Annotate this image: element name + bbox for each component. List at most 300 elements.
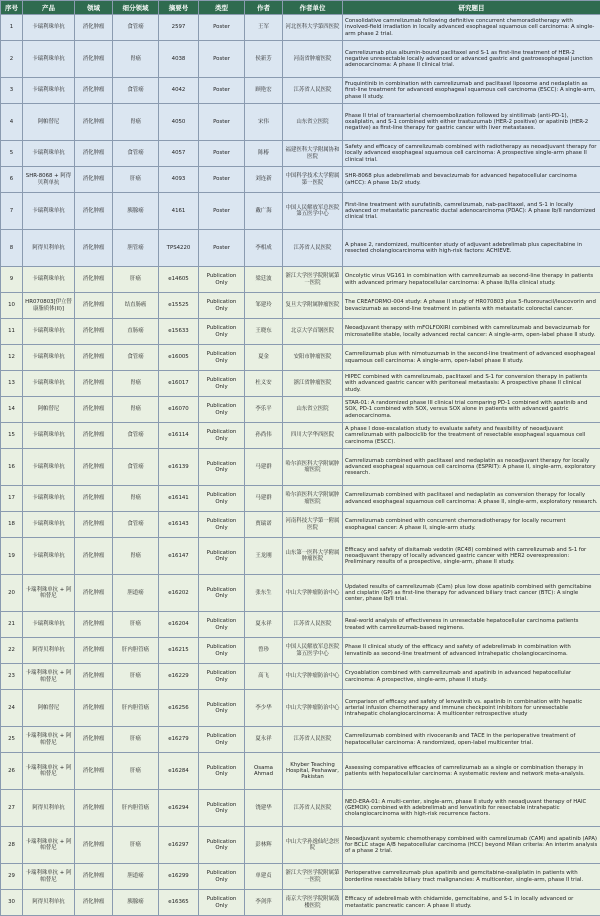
table-row xyxy=(1,790,600,827)
cell-type: Poster xyxy=(199,193,245,230)
cell-type: Poster xyxy=(199,41,245,78)
cell-no: 28 xyxy=(1,827,23,864)
cell-author: 顾艳宏 xyxy=(245,78,283,104)
cell-affiliation: 中国人民解放军总医院第五医学中心 xyxy=(283,193,343,230)
cell-abstract-no: e16147 xyxy=(159,538,199,575)
cell-no: 22 xyxy=(1,638,23,664)
cell-type: Publication Only xyxy=(199,753,245,790)
cell-product: 卡瑞利珠单抗 + 阿帕替尼 xyxy=(23,575,75,612)
header-affiliation: 作者单位 xyxy=(283,1,343,15)
cell-type: Publication Only xyxy=(199,727,245,753)
cell-no: 12 xyxy=(1,345,23,371)
cell-field: 消化肿瘤 xyxy=(75,167,113,193)
cell-subfield: 食管癌 xyxy=(113,512,159,538)
cell-no: 2 xyxy=(1,41,23,78)
cell-abstract-no: e16284 xyxy=(159,753,199,790)
cell-affiliation: 浙江大学医学院附属第一医院 xyxy=(283,864,343,890)
cell-no: 20 xyxy=(1,575,23,612)
cell-title: The CREAFORMO-004 study: A phase II study of HR070803 plus 5-fluorouracil/leucovorin and bevacizumab as second-line treatment in patients with metastatic colorectal cancer. xyxy=(343,293,600,319)
cell-product: 卡瑞利珠单抗 xyxy=(23,423,75,449)
cell-subfield: 胰腺癌 xyxy=(113,890,159,916)
cell-product: 卡瑞利珠单抗 + 阿帕替尼 xyxy=(23,864,75,890)
cell-affiliation: 江苏省人民医院 xyxy=(283,230,343,267)
cell-type: Poster xyxy=(199,15,245,41)
cell-title: STAR-01: A randomized phase III clinical trial comparing PD-1 combined with apatinib and SOX, PD-1 combined with SOX, versus SOX alone in patients with advanced gastric adenocarcinoma. xyxy=(343,397,600,423)
cell-abstract-no: e16297 xyxy=(159,827,199,864)
cell-abstract-no: e16365 xyxy=(159,890,199,916)
table-row xyxy=(1,230,600,267)
cell-title: A phase I dose-escalation study to evaluate safety and feasibility of neoadjuvant camrelizumab with palbociclib for the treatment of resectable esophageal squamous cell carcinoma (ESCC). xyxy=(343,423,600,449)
cell-type: Poster xyxy=(199,104,245,141)
cell-title: Oncolytic virus VG161 in combination with camrelizumab as second-line therapy in patients with advanced primary hepatocellular carcinoma: A phase Ib/IIa clinical study. xyxy=(343,267,600,293)
cell-affiliation: 哈尔滨医科大学附属肿瘤医院 xyxy=(283,449,343,486)
table-row xyxy=(1,638,600,664)
cell-field: 消化肿瘤 xyxy=(75,575,113,612)
cell-no: 24 xyxy=(1,690,23,727)
cell-subfield: 结直肠癌 xyxy=(113,293,159,319)
cell-abstract-no: 4057 xyxy=(159,141,199,167)
cell-subfield: 胃癌 xyxy=(113,104,159,141)
cell-product: HR070803[伊立替康脂质体(II)] xyxy=(23,293,75,319)
header-field: 领域 xyxy=(75,1,113,15)
cell-author: 刘连新 xyxy=(245,167,283,193)
cell-abstract-no: 4093 xyxy=(159,167,199,193)
cell-product: 阿得贝利单抗 xyxy=(23,890,75,916)
cell-title: NEO-ERA-01: A multi-center, single-arm, phase II study with neoadjuvant therapy of HAIC (GEMOX) combined with adebrelimab and lenvatinib for resectable intrahepatic cholangiocarcinoma with high-risk recurrence factors. xyxy=(343,790,600,827)
cell-abstract-no: e16141 xyxy=(159,486,199,512)
cell-field: 消化肿瘤 xyxy=(75,864,113,890)
cell-type: Publication Only xyxy=(199,890,245,916)
cell-product: 卡瑞利珠单抗 + 阿帕替尼 xyxy=(23,827,75,864)
cell-type: Publication Only xyxy=(199,449,245,486)
header-product: 产品 xyxy=(23,1,75,15)
cell-author: 孙尚伟 xyxy=(245,423,283,449)
cell-no: 8 xyxy=(1,230,23,267)
table-row xyxy=(1,612,600,638)
cell-product: 卡瑞利珠单抗 xyxy=(23,267,75,293)
cell-subfield: 肝内胆管癌 xyxy=(113,690,159,727)
cell-subfield: 胃癌 xyxy=(113,397,159,423)
cell-type: Publication Only xyxy=(199,864,245,890)
cell-abstract-no: e16202 xyxy=(159,575,199,612)
cell-subfield: 直肠癌 xyxy=(113,319,159,345)
cell-no: 25 xyxy=(1,727,23,753)
cell-subfield: 食管癌 xyxy=(113,423,159,449)
cell-affiliation: 中国科学技术大学附属第一医院 xyxy=(283,167,343,193)
cell-type: Poster xyxy=(199,141,245,167)
cell-abstract-no: e16279 xyxy=(159,727,199,753)
header-subfield: 细分领域 xyxy=(113,1,159,15)
table-row xyxy=(1,575,600,612)
table-row xyxy=(1,15,600,41)
cell-affiliation: 山东省立医院 xyxy=(283,397,343,423)
cell-type: Poster xyxy=(199,78,245,104)
cell-field: 消化肿瘤 xyxy=(75,727,113,753)
table-row xyxy=(1,727,600,753)
cell-subfield: 肝癌 xyxy=(113,827,159,864)
cell-no: 13 xyxy=(1,371,23,397)
cell-affiliation: 浙江省肿瘤医院 xyxy=(283,371,343,397)
table-row xyxy=(1,41,600,78)
table-row xyxy=(1,449,600,486)
cell-author: 夏金 xyxy=(245,345,283,371)
header-author: 作者 xyxy=(245,1,283,15)
cell-abstract-no: e16114 xyxy=(159,423,199,449)
cell-product: 卡瑞利珠单抗 + 阿帕替尼 xyxy=(23,727,75,753)
cell-field: 消化肿瘤 xyxy=(75,345,113,371)
table-row xyxy=(1,753,600,790)
cell-subfield: 食管癌 xyxy=(113,345,159,371)
cell-type: Publication Only xyxy=(199,345,245,371)
cell-subfield: 胆管癌 xyxy=(113,230,159,267)
cell-author: 曾珍 xyxy=(245,638,283,664)
cell-product: 卡瑞利珠单抗 xyxy=(23,345,75,371)
cell-no: 14 xyxy=(1,397,23,423)
cell-author: 王军 xyxy=(245,15,283,41)
cell-no: 30 xyxy=(1,890,23,916)
cell-type: Publication Only xyxy=(199,790,245,827)
cell-product: 卡瑞利珠单抗 xyxy=(23,538,75,575)
cell-author: 陈椿 xyxy=(245,141,283,167)
cell-field: 消化肿瘤 xyxy=(75,538,113,575)
cell-field: 消化肿瘤 xyxy=(75,15,113,41)
cell-abstract-no: 4042 xyxy=(159,78,199,104)
cell-title: Neoadjuvant therapy with mFOLFOXIRI combined with camrelizumab and bevacizumab for microsatellite stable, locally advanced rectal cancer: A single-arm, open-label phase II study. xyxy=(343,319,600,345)
cell-title: Efficacy and safety of disitamab vedotin (RC48) combined with camrelizumab and S-1 for neoadjuvant therapy of locally advanced gastric cancer with HER2 overexpression: Preliminary results of a prospective, single-arm, phase II study. xyxy=(343,538,600,575)
cell-author: 梁廷波 xyxy=(245,267,283,293)
cell-affiliation: Khyber Teaching Hospital, Peshawar, Pakistan xyxy=(283,753,343,790)
cell-field: 消化肿瘤 xyxy=(75,486,113,512)
cell-abstract-no: e16005 xyxy=(159,345,199,371)
cell-no: 11 xyxy=(1,319,23,345)
table-row xyxy=(1,141,600,167)
cell-subfield: 肝内胆管癌 xyxy=(113,790,159,827)
cell-no: 21 xyxy=(1,612,23,638)
cell-affiliation: 江苏省人民医院 xyxy=(283,727,343,753)
table-row xyxy=(1,371,600,397)
cell-title: Camrelizumab combined with paclitaxel and nedaplatin as conversion therapy for locally advanced esophageal squamous cell carcinoma: A phase II, single-arm, exploratory research. xyxy=(343,486,600,512)
cell-product: 卡瑞利珠单抗 xyxy=(23,78,75,104)
cell-field: 消化肿瘤 xyxy=(75,78,113,104)
cell-subfield: 胆道癌 xyxy=(113,864,159,890)
table-row xyxy=(1,319,600,345)
cell-field: 消化肿瘤 xyxy=(75,690,113,727)
table-row xyxy=(1,104,600,141)
cell-field: 消化肿瘤 xyxy=(75,141,113,167)
cell-subfield: 肝内胆管癌 xyxy=(113,638,159,664)
cell-subfield: 胰腺癌 xyxy=(113,193,159,230)
cell-author: 夏永祥 xyxy=(245,612,283,638)
cell-affiliation: 河北医科大学第四医院 xyxy=(283,15,343,41)
cell-author: 彭林辉 xyxy=(245,827,283,864)
cell-affiliation: 中山大学肿瘤防治中心 xyxy=(283,575,343,612)
table-row xyxy=(1,193,600,230)
cell-title: Cryoablation combined with camrelizumab and apatinib in advanced hepatocellular carcinoma: A prospective, single-arm, phase II study. xyxy=(343,664,600,690)
cell-type: Poster xyxy=(199,167,245,193)
cell-title: Safety and efficacy of camrelizumab combined with radiotherapy as neoadjuvant therapy for locally advanced esophageal squamous cell carcinoma: A prospective single-arm phase II clinical trial. xyxy=(343,141,600,167)
table-row xyxy=(1,345,600,371)
cell-author: 邹建玲 xyxy=(245,293,283,319)
cell-field: 消化肿瘤 xyxy=(75,790,113,827)
cell-subfield: 食管癌 xyxy=(113,15,159,41)
cell-abstract-no: e16143 xyxy=(159,512,199,538)
cell-subfield: 肝癌 xyxy=(113,612,159,638)
cell-author: 侯新芳 xyxy=(245,41,283,78)
cell-type: Publication Only xyxy=(199,690,245,727)
cell-author: Osama Ahmad xyxy=(245,753,283,790)
table-row xyxy=(1,267,600,293)
cell-affiliation: 山东第一医科大学附属肿瘤医院 xyxy=(283,538,343,575)
cell-subfield: 食管癌 xyxy=(113,78,159,104)
cell-product: 阿得贝利单抗 xyxy=(23,230,75,267)
cell-product: 卡瑞利珠单抗 xyxy=(23,193,75,230)
cell-author: 张东生 xyxy=(245,575,283,612)
cell-title: Neoadjuvant systemic chemotherapy combined with camrelizumab (CAM) and apatinib (APA) for BCLC stage A/B hepatocellular carcinoma (HCC) beyond Milan criteria: An interim analysis of a phase 2 trial. xyxy=(343,827,600,864)
cell-no: 5 xyxy=(1,141,23,167)
cell-subfield: 胃癌 xyxy=(113,538,159,575)
cell-abstract-no: 4161 xyxy=(159,193,199,230)
cell-field: 消化肿瘤 xyxy=(75,664,113,690)
header-no: 序号 xyxy=(1,1,23,15)
cell-title: Camrelizumab combined with rivoceranib and TACE in the perioperative treatment of hepatocellular carcinoma: A randomized, open-label multicenter trial. xyxy=(343,727,600,753)
cell-subfield: 肝癌 xyxy=(113,267,159,293)
cell-no: 9 xyxy=(1,267,23,293)
cell-type: Publication Only xyxy=(199,371,245,397)
cell-title: Consolidative camrelizumab following definitive concurrent chemoradiotherapy with involved-field irradiation in locally advanced esophageal squamous cell carcinoma: A single-arm phase 2 trial. xyxy=(343,15,600,41)
cell-no: 4 xyxy=(1,104,23,141)
cell-abstract-no: e15633 xyxy=(159,319,199,345)
cell-subfield: 胆道癌 xyxy=(113,575,159,612)
cell-author: 李乐平 xyxy=(245,397,283,423)
cell-title: Updated results of camrelizumab (Cam) plus low dose apatinib combined with gemcitabine and cisplatin (GP) as first-line therapy for advanced biliary tract cancer (BTC): A single center, phase Ib/II trial. xyxy=(343,575,600,612)
cell-type: Publication Only xyxy=(199,293,245,319)
cell-author: 李少华 xyxy=(245,690,283,727)
cell-affiliation: 中国人民解放军总医院第五医学中心 xyxy=(283,638,343,664)
cell-subfield: 肝癌 xyxy=(113,664,159,690)
cell-author: 杜义安 xyxy=(245,371,283,397)
cell-product: 阿帕替尼 xyxy=(23,690,75,727)
cell-title: Assessing comparative efficacies of camrelizumab as a single or combination therapy in patients with hepatocellular carcinoma: A systematic review and network meta-analysis. xyxy=(343,753,600,790)
cell-type: Publication Only xyxy=(199,512,245,538)
table-row xyxy=(1,486,600,512)
cell-abstract-no: e16229 xyxy=(159,664,199,690)
cell-author: 李相成 xyxy=(245,230,283,267)
cell-affiliation: 山东省立医院 xyxy=(283,104,343,141)
cell-affiliation: 江苏省人民医院 xyxy=(283,78,343,104)
cell-affiliation: 浙江大学医学院附属第一医院 xyxy=(283,267,343,293)
cell-type: Publication Only xyxy=(199,575,245,612)
cell-subfield: 食管癌 xyxy=(113,449,159,486)
cell-field: 消化肿瘤 xyxy=(75,371,113,397)
cell-type: Publication Only xyxy=(199,827,245,864)
cell-title: Phase II trial of transarterial chemoembolization followed by sintilimab (anti-PD-1), oxaliplatin, and S-1 combined with either trastuzumab (HER-2 positive) or apatinib (HER-2 negative) as first-line therapy for gastric cancer with liver metastases. xyxy=(343,104,600,141)
cell-abstract-no: e16070 xyxy=(159,397,199,423)
cell-no: 19 xyxy=(1,538,23,575)
cell-product: 卡瑞利珠单抗 xyxy=(23,15,75,41)
cell-type: Publication Only xyxy=(199,267,245,293)
cell-abstract-no: e16256 xyxy=(159,690,199,727)
cell-no: 7 xyxy=(1,193,23,230)
cell-field: 消化肿瘤 xyxy=(75,890,113,916)
cell-product: 阿得贝利单抗 xyxy=(23,790,75,827)
cell-title: Camrelizumab combined with paclitaxel and nedaplatin as neoadjuvant therapy for locally advanced esophageal squamous cell carcinoma (ESPRIT): A phase II, single-arm, exploratory research. xyxy=(343,449,600,486)
cell-affiliation: 江苏省人民医院 xyxy=(283,790,343,827)
cell-no: 15 xyxy=(1,423,23,449)
table-row xyxy=(1,78,600,104)
cell-subfield: 胃癌 xyxy=(113,41,159,78)
cell-type: Publication Only xyxy=(199,638,245,664)
cell-product: 卡瑞利珠单抗 xyxy=(23,449,75,486)
cell-field: 消化肿瘤 xyxy=(75,193,113,230)
cell-type: Publication Only xyxy=(199,538,245,575)
table-body xyxy=(1,15,600,916)
cell-author: 马建群 xyxy=(245,449,283,486)
cell-product: 卡瑞利珠单抗 xyxy=(23,512,75,538)
cell-abstract-no: e15525 xyxy=(159,293,199,319)
cell-author: 饶建华 xyxy=(245,790,283,827)
cell-no: 23 xyxy=(1,664,23,690)
cell-type: Publication Only xyxy=(199,612,245,638)
cell-affiliation: 四川大学华西医院 xyxy=(283,423,343,449)
cell-author: 高飞 xyxy=(245,664,283,690)
cell-subfield: 肝癌 xyxy=(113,167,159,193)
cell-field: 消化肿瘤 xyxy=(75,230,113,267)
cell-type: Publication Only xyxy=(199,486,245,512)
cell-author: 戴广海 xyxy=(245,193,283,230)
cell-author: 王龙刚 xyxy=(245,538,283,575)
table-row xyxy=(1,397,600,423)
cell-affiliation: 南京大学医学院附属鼓楼医院 xyxy=(283,890,343,916)
cell-affiliation: 河南科技大学第一附属医院 xyxy=(283,512,343,538)
cell-author: 李剑萍 xyxy=(245,890,283,916)
table-row xyxy=(1,512,600,538)
cell-subfield: 食管癌 xyxy=(113,141,159,167)
cell-subfield: 胃癌 xyxy=(113,486,159,512)
cell-affiliation: 中山大学肿瘤防治中心 xyxy=(283,690,343,727)
cell-field: 消化肿瘤 xyxy=(75,397,113,423)
cell-product: 卡瑞利珠单抗 xyxy=(23,371,75,397)
cell-abstract-no: 2597 xyxy=(159,15,199,41)
cell-affiliation: 中山大学肿瘤防治中心 xyxy=(283,664,343,690)
cell-affiliation: 中山大学孙逸仙纪念医院 xyxy=(283,827,343,864)
cell-type: Publication Only xyxy=(199,397,245,423)
cell-title: Camrelizumab plus with nimotuzumab in the second-line treatment of advanced esophageal squamous cell carcinoma: A single-arm, open-label phase II study. xyxy=(343,345,600,371)
cell-field: 消化肿瘤 xyxy=(75,512,113,538)
cell-field: 消化肿瘤 xyxy=(75,612,113,638)
cell-abstract-no: e16215 xyxy=(159,638,199,664)
cell-title: Perioperative camrelizumab plus apatinib and gemcitabine-oxaliplatin in patients with borderline resectable biliary tract malignancies: A multicenter, single-arm, phase II trial. xyxy=(343,864,600,890)
table-row xyxy=(1,827,600,864)
cell-abstract-no: e16139 xyxy=(159,449,199,486)
cell-abstract-no: TPS4220 xyxy=(159,230,199,267)
cell-product: 阿帕替尼 xyxy=(23,104,75,141)
header-row xyxy=(1,1,600,15)
cell-no: 16 xyxy=(1,449,23,486)
cell-author: 单建贞 xyxy=(245,864,283,890)
cell-product: SHR-8068 + 阿得贝利单抗 xyxy=(23,167,75,193)
header-type: 类型 xyxy=(199,1,245,15)
cell-no: 3 xyxy=(1,78,23,104)
cell-title: Comparison of efficacy and safety of lenvatinib vs. apatinib in combination with hepatic arterial infusion chemotherapy and immune checkpoint inhibitors for unresectable intrahepatic cholangiocarcinoma: A multicenter retrospective study xyxy=(343,690,600,727)
cell-abstract-no: e16299 xyxy=(159,864,199,890)
table-row xyxy=(1,293,600,319)
cell-no: 17 xyxy=(1,486,23,512)
cell-title: First-line treatment with surufatinib, camrelizumab, nab-paclitaxel, and S-1 in locally advanced or metastatic pancreatic ductal adenocarcinoma (PDAC): A phase Ib/II randomized clinical trial. xyxy=(343,193,600,230)
cell-type: Poster xyxy=(199,230,245,267)
cell-type: Publication Only xyxy=(199,423,245,449)
cell-title: Fruquintinib in combination with camrelizumab and paclitaxel liposome and nedaplatin as first-line treatment for advanced esophageal squamous cell carcinoma (ESCC): A single-arm, phase II study. xyxy=(343,78,600,104)
cell-no: 18 xyxy=(1,512,23,538)
table-row xyxy=(1,890,600,916)
cell-no: 27 xyxy=(1,790,23,827)
cell-product: 卡瑞利珠单抗 + 阿帕替尼 xyxy=(23,753,75,790)
cell-no: 1 xyxy=(1,15,23,41)
cell-product: 卡瑞利珠单抗 xyxy=(23,486,75,512)
cell-type: Publication Only xyxy=(199,319,245,345)
cell-subfield: 肝癌 xyxy=(113,727,159,753)
cell-product: 卡瑞利珠单抗 xyxy=(23,141,75,167)
cell-author: 贾瑞诺 xyxy=(245,512,283,538)
cell-product: 卡瑞利珠单抗 xyxy=(23,319,75,345)
header-abstract-no: 摘要号 xyxy=(159,1,199,15)
cell-affiliation: 安阳市肿瘤医院 xyxy=(283,345,343,371)
cell-affiliation: 复旦大学附属肿瘤医院 xyxy=(283,293,343,319)
cell-field: 消化肿瘤 xyxy=(75,293,113,319)
cell-field: 消化肿瘤 xyxy=(75,41,113,78)
cell-field: 消化肿瘤 xyxy=(75,319,113,345)
cell-author: 宋伟 xyxy=(245,104,283,141)
cell-field: 消化肿瘤 xyxy=(75,104,113,141)
header-title: 研究题目 xyxy=(343,1,600,15)
table-row xyxy=(1,690,600,727)
cell-author: 王晓东 xyxy=(245,319,283,345)
cell-product: 阿得贝利单抗 xyxy=(23,638,75,664)
cell-type: Publication Only xyxy=(199,664,245,690)
cell-field: 消化肿瘤 xyxy=(75,267,113,293)
cell-no: 29 xyxy=(1,864,23,890)
cell-product: 阿帕替尼 xyxy=(23,397,75,423)
cell-subfield: 胃癌 xyxy=(113,371,159,397)
cell-product: 卡瑞利珠单抗 + 阿帕替尼 xyxy=(23,664,75,690)
cell-affiliation: 江苏省人民医院 xyxy=(283,612,343,638)
cell-product: 卡瑞利珠单抗 xyxy=(23,612,75,638)
cell-field: 消化肿瘤 xyxy=(75,423,113,449)
cell-field: 消化肿瘤 xyxy=(75,449,113,486)
cell-title: Camrelizumab combined with concurrent chemoradiotherapy for locally recurrent esophageal cancer: A phase II, single-arm study. xyxy=(343,512,600,538)
cell-field: 消化肿瘤 xyxy=(75,827,113,864)
cell-affiliation: 北京大学首钢医院 xyxy=(283,319,343,345)
cell-field: 消化肿瘤 xyxy=(75,753,113,790)
cell-title: SHR-8068 plus adebrelimab and bevacizumab for advanced hepatocellular carcinoma (aHCC): A phase 1b/2 study. xyxy=(343,167,600,193)
cell-no: 26 xyxy=(1,753,23,790)
cell-no: 6 xyxy=(1,167,23,193)
table-row xyxy=(1,864,600,890)
cell-title: Camrelizumab plus albumin-bound paclitaxel and S-1 as first-line treatment of HER-2 negative unresectable locally advanced or advanced gastric and gastroesophageal junction adenocarcinoma: A phase II clinical trial. xyxy=(343,41,600,78)
cell-product: 卡瑞利珠单抗 xyxy=(23,41,75,78)
table-row xyxy=(1,167,600,193)
cell-abstract-no: e16204 xyxy=(159,612,199,638)
cell-field: 消化肿瘤 xyxy=(75,638,113,664)
cell-abstract-no: e16017 xyxy=(159,371,199,397)
table-row xyxy=(1,423,600,449)
cell-title: Efficacy of adebrelimab with chidamide, gemcitabine, and S-1 in locally advanced or metastatic pancreatic cancer: A phase II study. xyxy=(343,890,600,916)
cell-abstract-no: 4038 xyxy=(159,41,199,78)
cell-abstract-no: e14605 xyxy=(159,267,199,293)
cell-affiliation: 河南省肿瘤医院 xyxy=(283,41,343,78)
cell-title: Phase II clinical study of the efficacy and safety of adebrelimab in combination with lenvatinib as second-line treatment of advanced intrahepatic cholangiocarcinoma. xyxy=(343,638,600,664)
cell-abstract-no: e16294 xyxy=(159,790,199,827)
cell-no: 10 xyxy=(1,293,23,319)
